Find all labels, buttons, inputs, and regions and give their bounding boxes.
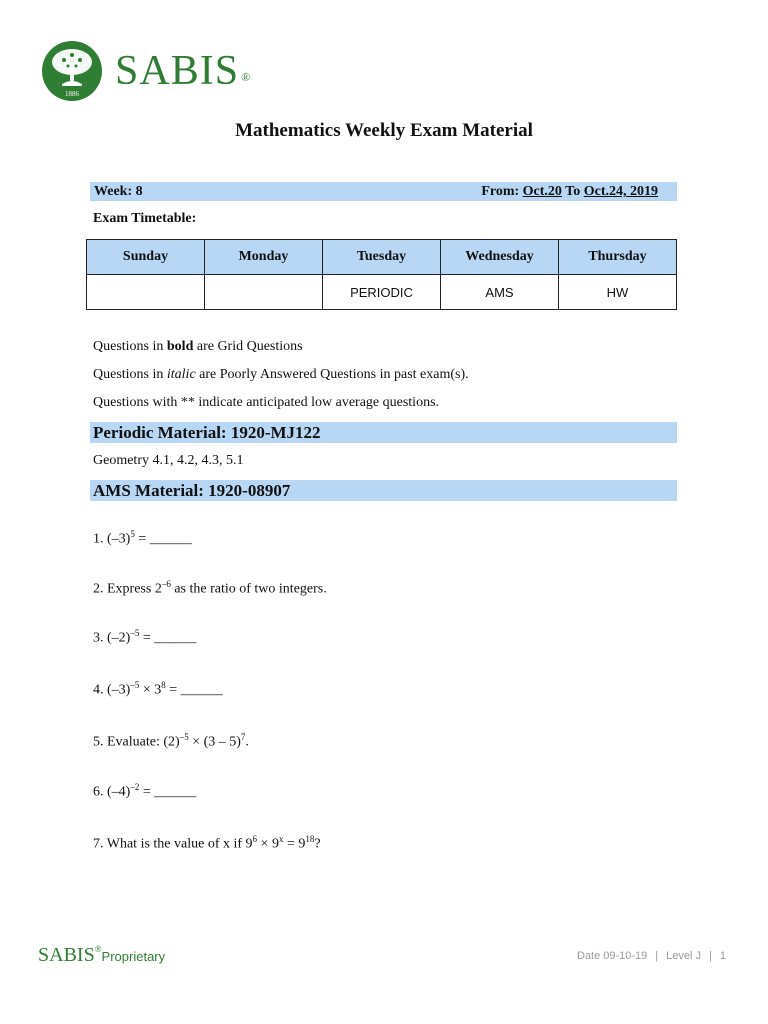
footer-level: Level J: [666, 950, 702, 962]
question-4: 4. $(-3)^{-5} \times 3^8$ = ______: [93, 680, 223, 698]
note-bold: Questions in bold are Grid Questions: [93, 339, 303, 354]
day-entry: HW: [559, 275, 677, 310]
day-entry: PERIODIC: [323, 275, 441, 310]
day-header: Wednesday: [441, 240, 559, 275]
day-header: Thursday: [559, 240, 677, 275]
sabis-wordmark: SABIS ®: [115, 48, 252, 94]
footer-logo: SABIS®Proprietary: [38, 944, 166, 966]
to-date: Oct.24, 2019: [583, 184, 658, 199]
sabis-tree-logo: [40, 40, 106, 102]
question-5: 5. Evaluate: $(2)^{-5} \times (3 - 5)^7$.: [93, 732, 249, 750]
day-entry: [87, 275, 205, 310]
week-label: Week: 8: [94, 184, 143, 199]
note-italic: Questions in italic are Poorly Answered Questions in past exam(s).: [93, 367, 469, 382]
footer-info: Date 09-10-19 | Level J | 1: [576, 950, 726, 962]
page-number: 1: [719, 950, 726, 962]
question-1: 1. $(-3)^5$ = ______: [93, 529, 192, 547]
periodic-heading: Periodic Material: 1920-MJ122: [90, 422, 677, 443]
exam-timetable: [86, 239, 677, 310]
question-2: 2. Express $2^{-6}$ as the ratio of two integers.: [93, 579, 327, 597]
question-6: 6. $(-4)^{-2}$ = ______: [93, 782, 197, 800]
week-bar: [90, 182, 677, 201]
footer-date: Date 09-10-19: [576, 950, 648, 962]
day-header: Monday: [205, 240, 323, 275]
logo-year: 1886: [65, 90, 79, 98]
note-stars: Questions with ** indicate anticipated low average questions.: [93, 395, 440, 410]
timetable-label: Exam Timetable:: [93, 211, 197, 226]
date-range: From: Oct.20 To Oct.24, 2019: [481, 184, 658, 199]
document-title: Mathematics Weekly Exam Material: [235, 120, 533, 141]
periodic-content: Geometry 4.1, 4.2, 4.3, 5.1: [93, 453, 244, 468]
day-header: Sunday: [87, 240, 205, 275]
day-entry: AMS: [441, 275, 559, 310]
question-3: 3. $(-2)^{-5}$ = ______: [93, 628, 197, 646]
day-entry: [205, 275, 323, 310]
ams-heading: AMS Material: 1920-08907: [90, 480, 677, 501]
question-7: 7. What is the value of x if $9^6 \times 9^x = 9^{18}$?: [93, 834, 321, 852]
from-date: Oct.20: [522, 184, 562, 199]
day-header: Tuesday: [323, 240, 441, 275]
